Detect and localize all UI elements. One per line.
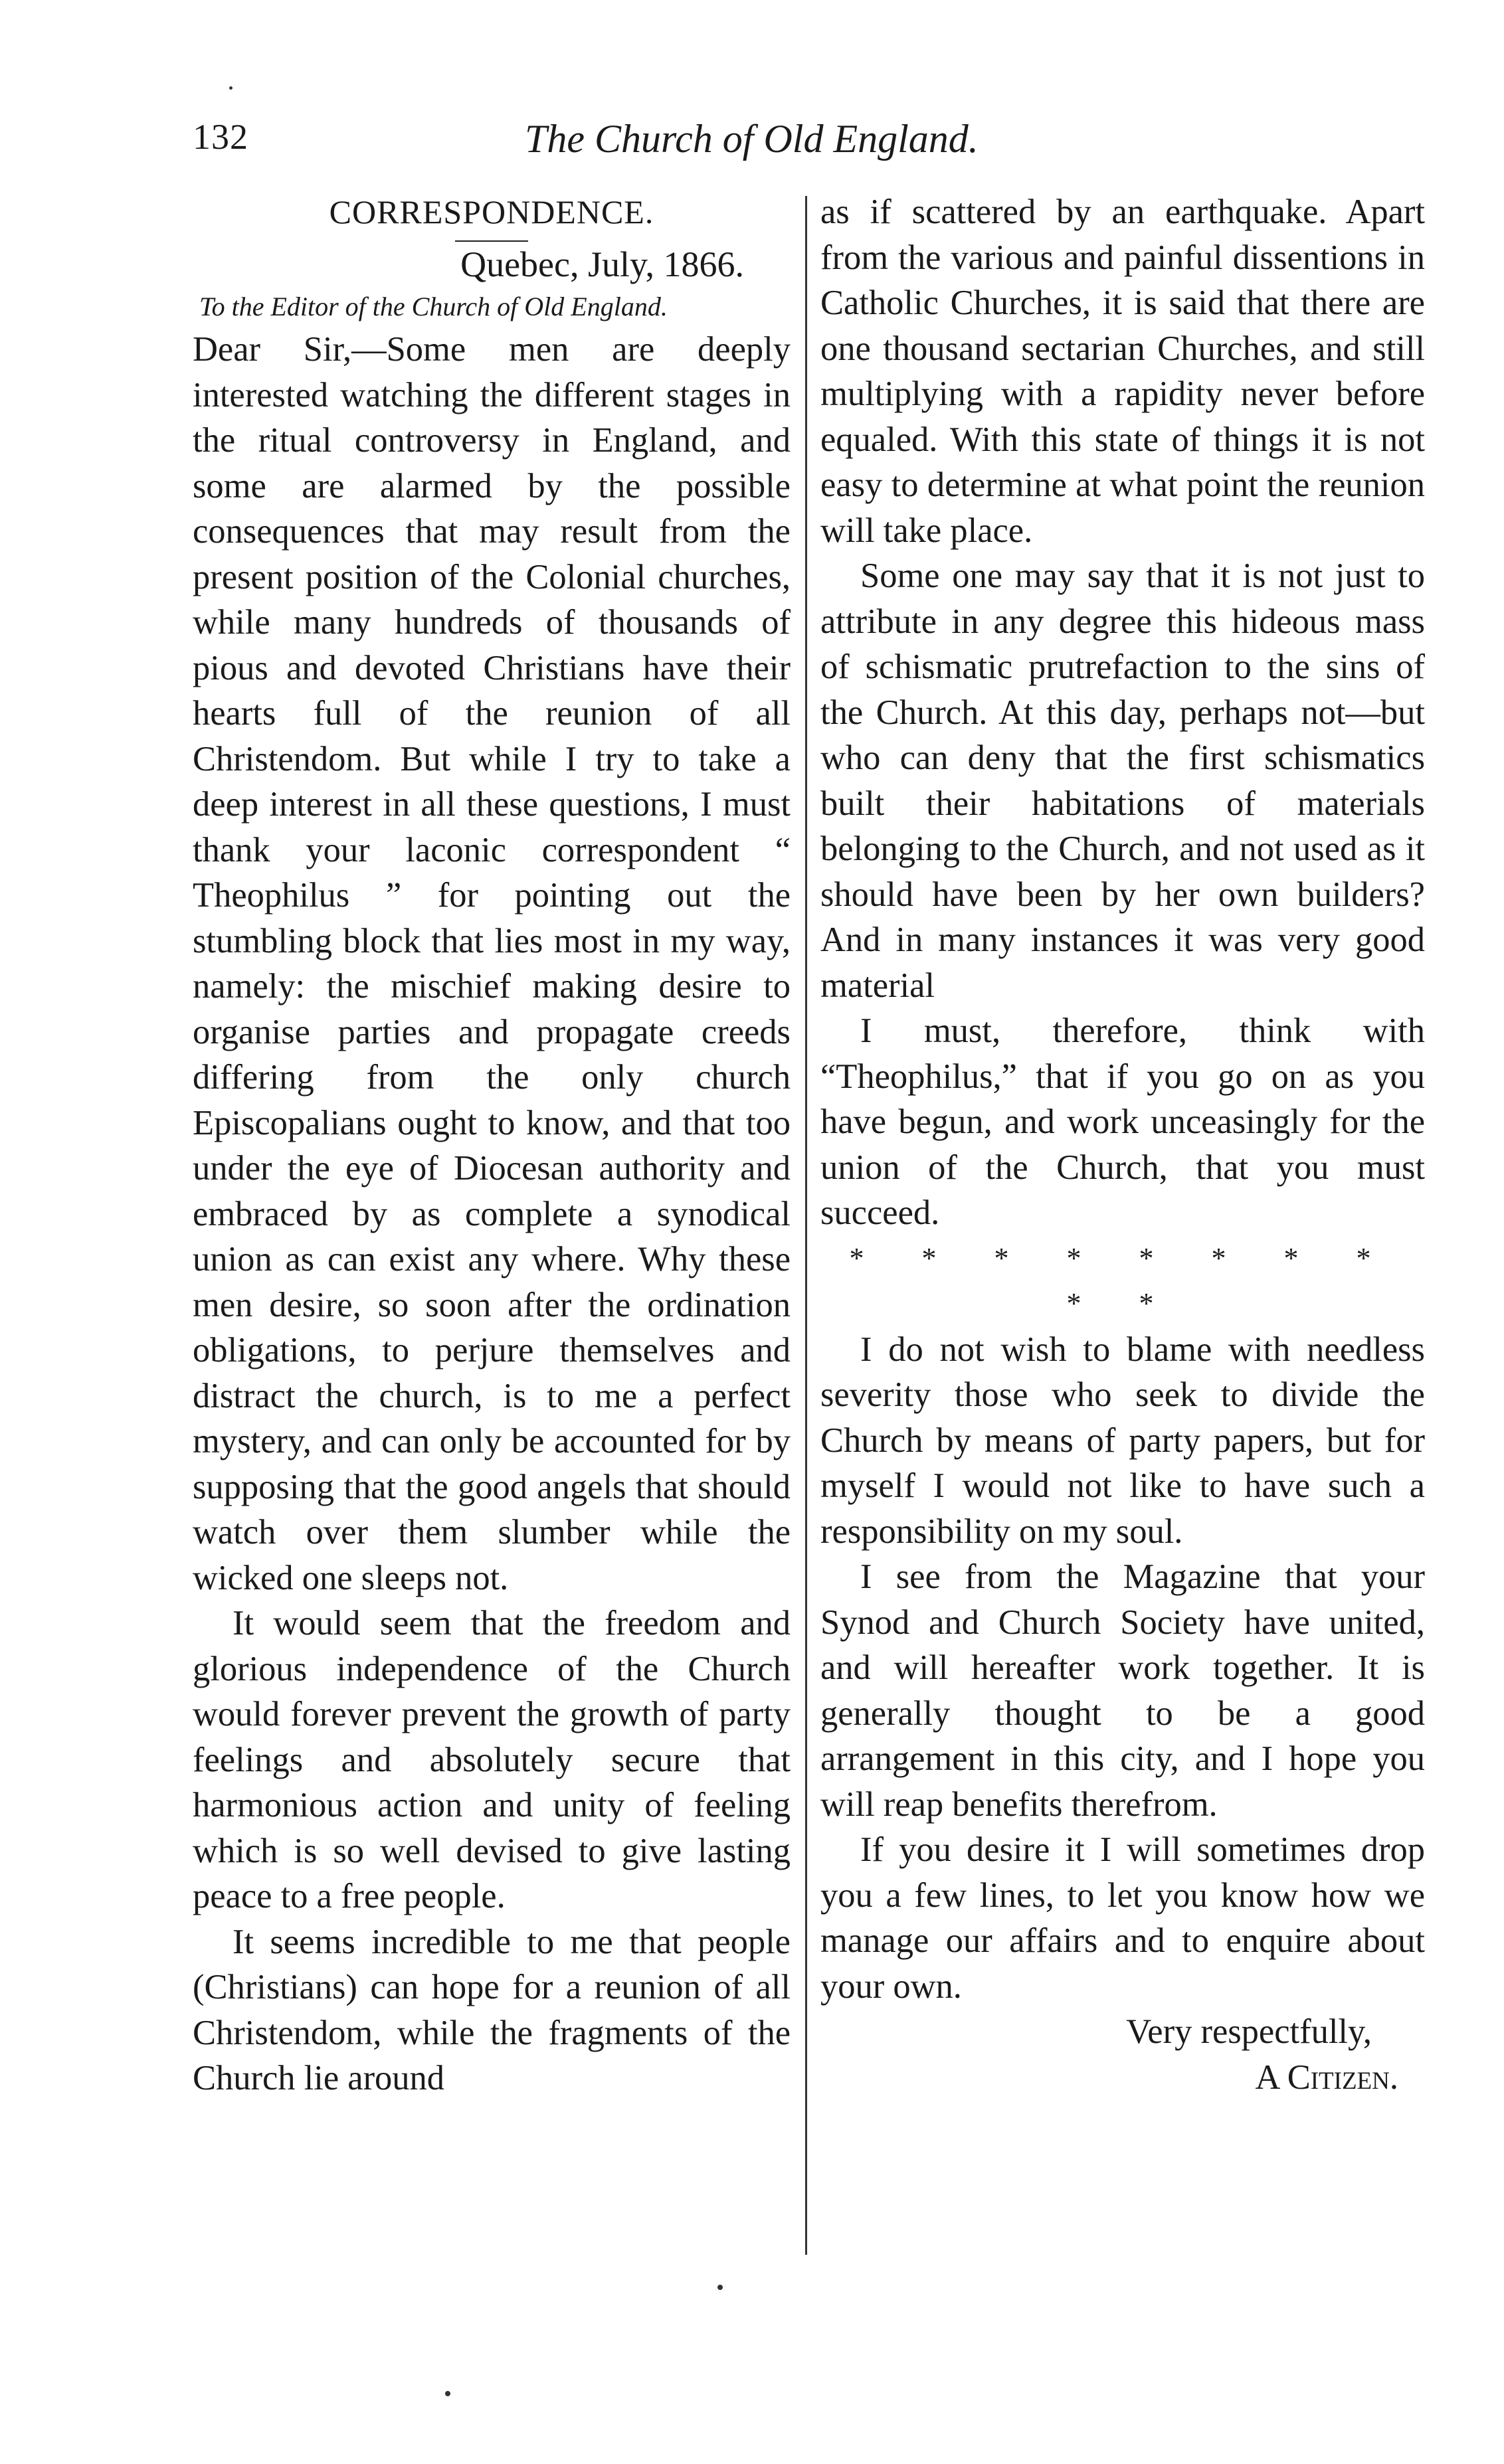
dateline: Quebec, July, 1866. xyxy=(460,244,744,284)
letter-paragraph: If you desire it I will sometimes drop you a few lines, to let you know how we manage our affairs and to enquire about your own. xyxy=(820,1830,1425,2006)
signature: A Citizen. xyxy=(1255,2058,1398,2097)
letter-paragraph: Some one may say that it is not just to attribute in any degree this hideous mass of schismatic prutrefaction to the sins of the Church. At this day, perhaps not—but who can deny that the first schismatics built their habitations of materials belonging to the Church, and not used as it should have been by her own builders? And in many instances it was very good material xyxy=(820,557,1425,1005)
right-column xyxy=(820,189,1425,2100)
letter-paragraph: Dear Sir,—Some men are deeply interested watching the different stages in the ritual controversy in England, and some are alarmed by the possible consequences that may result from the present position of the Colonial churches, while many hundreds of thousands of pious and devoted Christians have their hearts full of the reunion of all Christendom. But while I try to take a deep interest in all these questions, I must thank your laconic correspondent “ Theophilus ” for pointing out the stumbling block that lies most in my way, namely: the mischief making desire to organise parties and propagate creeds differing from the only church Episcopalians ought to know, and that too under the eye of Diocesan authority and embraced by as complete a synodical union as can exist any where. Why these men desire, so soon after the ordination obligations, to perjure themselves and distract the church, is to me a perfect mystery, and can only be accounted for by supposing that the good angels that should watch over them slumber while the wicked one sleeps not. xyxy=(193,330,791,1597)
running-head xyxy=(193,116,1442,169)
ink-speck xyxy=(717,2285,723,2290)
letter-paragraph: as if scattered by an earthquake. Apart from the various and painful dissentions in Catholic Churches, it is said that there are one thousand sectarian Churches, and still multiplying with a rapidity never before equaled. With this state of things it is not easy to determine at what point the reunion will take place. xyxy=(820,193,1425,550)
page-number: 132 xyxy=(193,117,248,157)
editor-address: To the Editor of the Church of Old England. xyxy=(199,292,668,321)
ink-speck xyxy=(229,86,233,90)
column-rule xyxy=(805,196,807,2255)
letter-paragraph: It seems incredible to me that people (Christians) can hope for a reunion of all Christendom, while the fragments of the Church lie around xyxy=(193,1922,791,2097)
letter-paragraph: I see from the Magazine that your Synod and Church Society have united, and will hereafter work together. It is generally thought to be a good arrangement in this city, and I hope you will reap benefits therefrom. xyxy=(820,1557,1425,1824)
letter-paragraph: It would seem that the freedom and glorious independence of the Church would forever prevent the growth of party feelings and absolutely secure that harmonious action and unity of feeling which is so well devised to give lasting peace to a free people. xyxy=(193,1604,791,1915)
section-heading: CORRESPONDENCE. xyxy=(329,193,654,230)
closing-salutation: Very respectfully, xyxy=(1126,2012,1372,2051)
section-break-stars: * * * * * * * * * * xyxy=(849,1241,1396,1320)
ink-speck xyxy=(445,2391,450,2396)
letter-paragraph: I do not wish to blame with needless severity those who seek to divide the Church by means of party papers, but for myself I would not like to have such a responsibility on my soul. xyxy=(820,1330,1425,1551)
letter-paragraph: I must, therefore, think with “Theophilus,” that if you go on as you have begun, and work unceasingly for the union of the Church, that you must succeed. xyxy=(820,1012,1425,1232)
journal-title: The Church of Old England. xyxy=(525,117,979,161)
left-column xyxy=(193,189,791,2101)
